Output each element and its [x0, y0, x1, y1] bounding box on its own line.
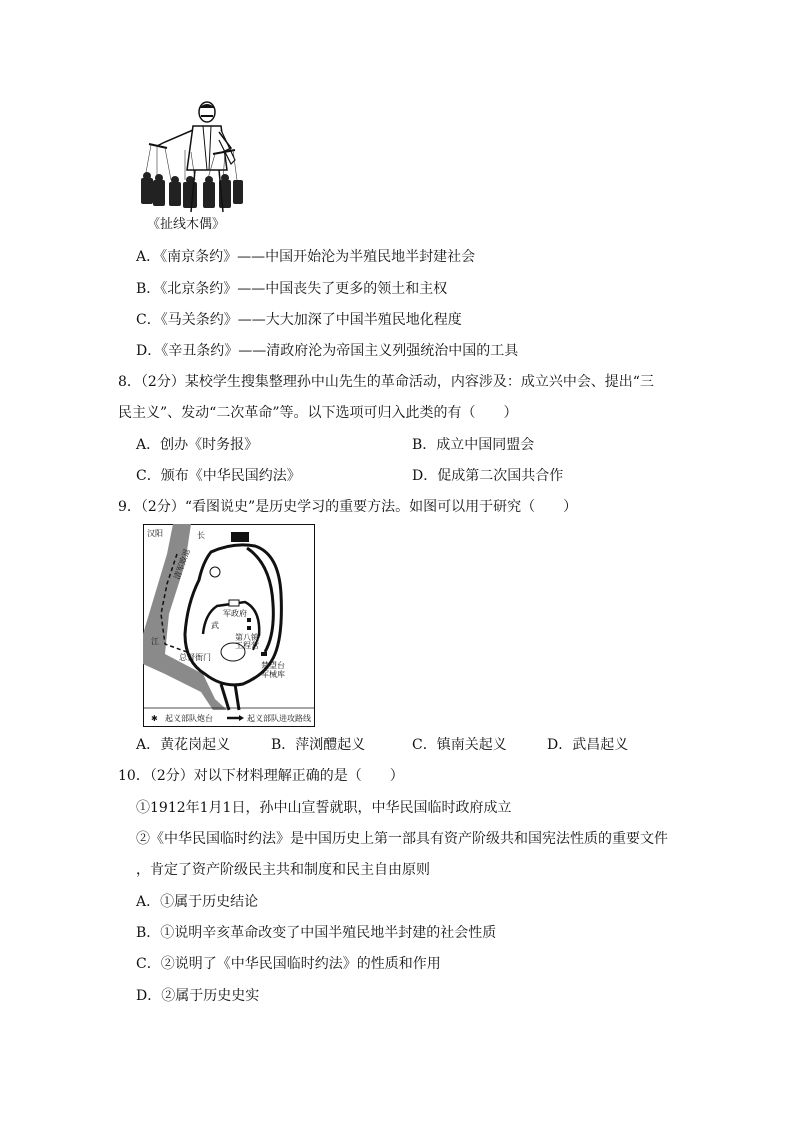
q10-option-a: A．①属于历史结论 [136, 894, 259, 910]
q7-option-c: C．《马关条约》——大大加深了中国半殖民地化程度 [136, 312, 462, 328]
q8-option-d: D．促成第二次国共合作 [412, 468, 564, 484]
map-label-junzhengfu: 军政府 [223, 609, 247, 618]
q8-option-a: A．创办《时务报》 [136, 437, 259, 453]
q10-option-d: D．②属于历史史实 [136, 988, 260, 1004]
wuchang-uprising-map [143, 524, 315, 727]
q8-option-c: C．颁布《中华民国约法》 [136, 468, 301, 484]
legend-route: 起义部队进攻路线 [247, 714, 311, 723]
q9-option-a: A．黄花岗起义 [136, 737, 231, 753]
q9-option-d: D．武昌起义 [547, 737, 629, 753]
puppet-illustration [135, 100, 250, 220]
q9-stem: 9．（2分）“看图说史”是历史学习的重要方法。如图可以用于研究（ ） [118, 499, 578, 515]
q7-option-b: B．《北京条约》——中国丧失了更多的领土和主权 [136, 281, 448, 297]
q7-option-a: A．《南京条约》——中国开始沦为半殖民地半封建社会 [136, 249, 476, 265]
map-label-hanyang: 汉阳 [147, 529, 163, 538]
map-label-dibazhen: 第八镇 [235, 633, 259, 642]
q9-option-c: C．镇南关起义 [412, 737, 507, 753]
q10-option-c: C．②说明了《中华民国临时约法》的性质和作用 [136, 956, 441, 972]
q10-material-2-line1: ②《中华民国临时约法》是中国历史上第一部具有资产阶级共和国宪法性质的重要文件 [136, 831, 668, 847]
figure-caption: 《扯线木偶》 [147, 217, 226, 232]
q10-stem: 10．（2分）对以下材料理解正确的是（ ） [118, 768, 404, 784]
map-label-chang: 长 [197, 531, 205, 540]
map-label-junxieku: 军械库 [261, 670, 285, 679]
map-label-jiang: 江 [151, 637, 159, 646]
q8-stem-line1: 8．（2分）某校学生搜集整理孙中山先生的革命活动，内容涉及：成立兴中会、提出“三 [118, 374, 654, 390]
map-label-zongdufu: 总督衙门 [179, 653, 211, 662]
q10-material-1: ①1912年1月1日，孙中山宣誓就职，中华民国临时政府成立 [136, 800, 512, 816]
q8-stem-line2: 民主义”、发动“二次革命”等。以下选项可归入此类的有（ ） [118, 405, 518, 421]
legend-artillery-symbol: ✱ [151, 714, 158, 723]
q10-option-b: B．①说明辛亥革命改变了中国半殖民地半封建的社会性质 [136, 925, 497, 941]
q9-option-b: B．萍浏醴起义 [271, 737, 366, 753]
q8-option-b: B．成立中国同盟会 [412, 437, 535, 453]
map-label-wu: 武 [211, 621, 219, 630]
map-label-gongchengying: 工程营 [235, 641, 259, 650]
q7-option-d: D．《辛丑条约》——清政府沦为帝国主义列强统治中国的工具 [136, 343, 519, 359]
legend-artillery: 起义部队炮台 [165, 714, 213, 723]
map-label-qingjun: 清军败退 [172, 547, 192, 581]
q10-material-2-line2: ，肯定了资产阶级民主共和制度和民主自由原则 [136, 862, 430, 878]
map-label-chuwangtai: 楚望台 [261, 661, 285, 670]
